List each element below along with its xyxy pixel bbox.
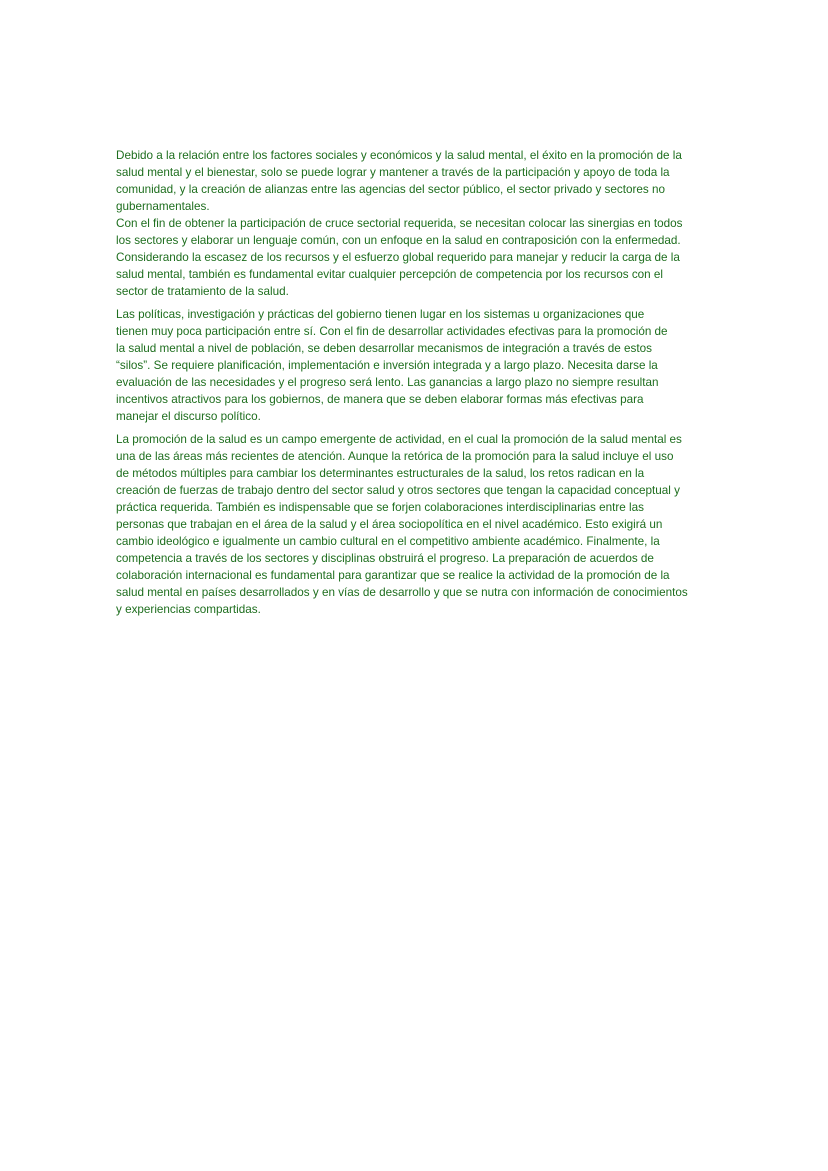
text-line: “silos”. Se requiere planificación, implementación e inversión integrada y a largo plazo. Necesita darse la (116, 359, 658, 372)
text-line: Las políticas, investigación y prácticas del gobierno tienen lugar en los sistemas u organizaciones que (116, 308, 645, 321)
text-line: salud mental y el bienestar, solo se puede lograr y mantener a través de la participación y apoyo de toda la (116, 166, 670, 179)
text-line: la salud mental a nivel de población, se deben desarrollar mecanismos de integración a través de estos (116, 342, 652, 355)
text-line: y experiencias compartidas. (116, 603, 261, 616)
text-line: comunidad, y la creación de alianzas entre las agencias del sector público, el sector privado y sectores no (116, 183, 665, 196)
text-line: incentivos atractivos para los gobiernos, de manera que se deben elaborar formas más efectivas para (116, 393, 644, 406)
text-line: sector de tratamiento de la salud. (116, 285, 289, 298)
text-line: competencia a través de los sectores y disciplinas obstruirá el progreso. La preparación de acuerdos de (116, 552, 654, 565)
paragraph-1 (116, 147, 720, 300)
text-line: de métodos múltiples para cambiar los determinantes estructurales de la salud, los retos radican en la (116, 467, 645, 480)
text-line: práctica requerida. También es indispensable que se forjen colaboraciones interdisciplinarias entre las (116, 501, 644, 514)
text-line: La promoción de la salud es un campo emergente de actividad, en el cual la promoción de la salud mental es (116, 433, 682, 446)
text-line: cambio ideológico e igualmente un cambio cultural en el competitivo ambiente académico. Finalmente, la (116, 535, 660, 548)
text-line: colaboración internacional es fundamental para garantizar que se realice la actividad de la promoción de la (116, 569, 670, 582)
text-line: personas que trabajan en el área de la salud y el área sociopolítica en el nivel académico. Esto exigirá un (116, 518, 663, 531)
text-line: salud mental en países desarrollados y en vías de desarrollo y que se nutra con información de conocimientos (116, 586, 688, 599)
text-line: gubernamentales. (116, 200, 210, 213)
text-line: Con el fin de obtener la participación de cruce sectorial requerida, se necesitan colocar las sinergias en todos (116, 217, 683, 230)
body-text (116, 147, 720, 618)
text-line: una de las áreas más recientes de atención. Aunque la retórica de la promoción para la salud incluye el uso (116, 450, 674, 463)
text-line: los sectores y elaborar un lenguaje común, con un enfoque en la salud en contraposición con la enfermedad. (116, 234, 681, 247)
text-line: tienen muy poca participación entre sí. Con el fin de desarrollar actividades efectivas para la promoción de (116, 325, 668, 338)
text-line: Debido a la relación entre los factores sociales y económicos y la salud mental, el éxito en la promoción de la (116, 149, 682, 162)
text-line: evaluación de las necesidades y el progreso será lento. Las ganancias a largo plazo no siempre resultan (116, 376, 659, 389)
paragraph-2 (116, 306, 720, 425)
text-line: salud mental, también es fundamental evitar cualquier percepción de competencia por los recursos con el (116, 268, 664, 281)
text-line: manejar el discurso político. (116, 410, 261, 423)
text-line: Considerando la escasez de los recursos y el esfuerzo global requerido para manejar y reducir la carga de la (116, 251, 680, 264)
paragraph-3 (116, 431, 720, 618)
text-line: creación de fuerzas de trabajo dentro del sector salud y otros sectores que tengan la capacidad conceptual y (116, 484, 680, 497)
